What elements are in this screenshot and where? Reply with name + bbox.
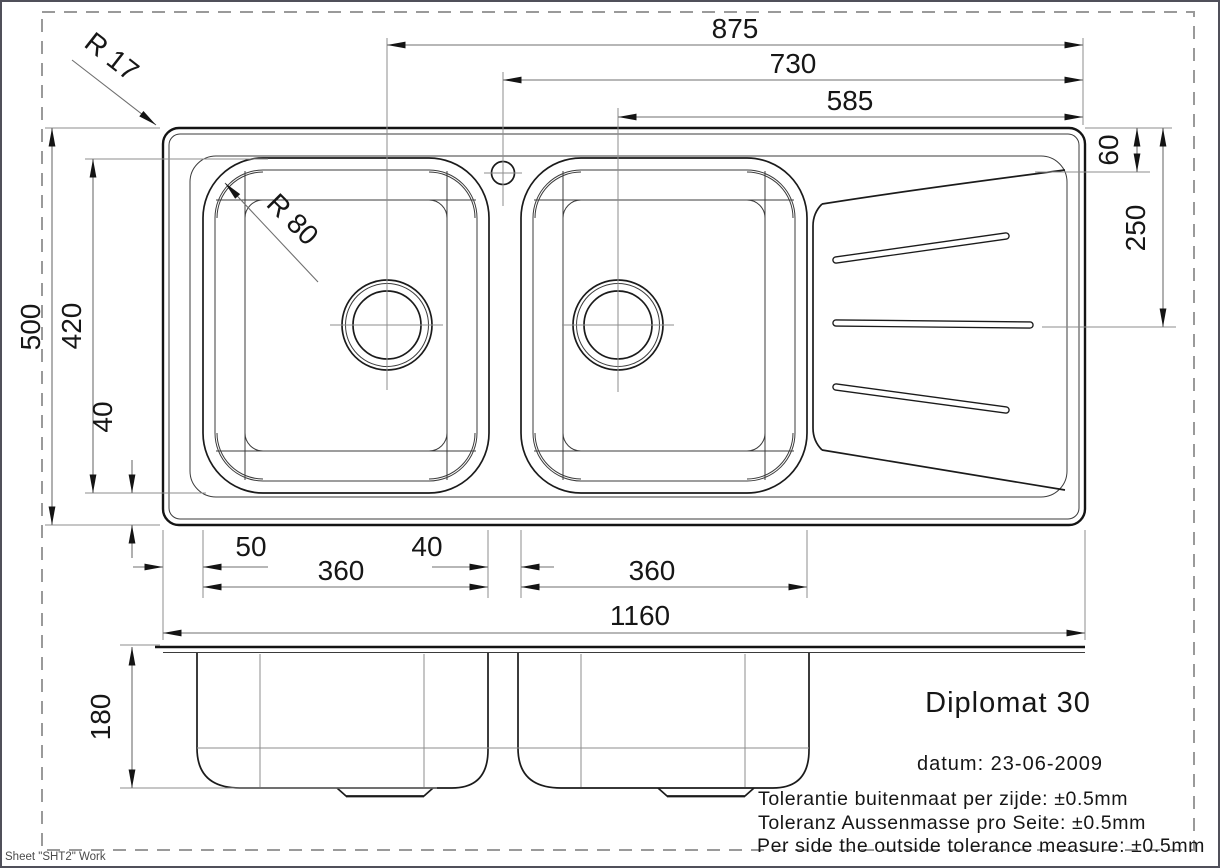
- dim-360-right: 360: [628, 555, 676, 586]
- title-block: [757, 687, 1205, 857]
- elevation-projection-lines: [197, 654, 809, 787]
- bowl-profile-right: [518, 653, 809, 797]
- dim-585: 585: [826, 85, 874, 116]
- dim-180: 180: [85, 693, 116, 741]
- date-label: datum: 23-06-2009: [916, 753, 1104, 775]
- bowl-profile-left: [197, 653, 488, 797]
- model-name: Diplomat 30: [925, 687, 1091, 719]
- dim-730: 730: [769, 48, 817, 79]
- drainboard: [813, 170, 1065, 490]
- drainboard-grooves: [836, 236, 1030, 410]
- tolerance-note-en: Per side the outside tolerance measure: ±0.5mm: [757, 835, 1206, 857]
- dim-1160: 1160: [609, 600, 671, 631]
- dimension-text: [15, 13, 1151, 740]
- dim-r80: R 80: [260, 187, 325, 252]
- tolerance-note-de: Toleranz Aussenmasse pro Seite: ±0.5mm: [758, 812, 1146, 834]
- top-view: [163, 128, 1085, 525]
- tolerance-note-nl: Tolerantie buitenmaat per zijde: ±0.5mm: [758, 788, 1129, 810]
- dim-875: 875: [711, 13, 759, 44]
- dim-60: 60: [1093, 134, 1124, 166]
- dim-50: 50: [235, 531, 267, 562]
- dim-250: 250: [1120, 204, 1151, 252]
- dim-360-left: 360: [317, 555, 365, 586]
- dim-r17: R 17: [78, 26, 145, 87]
- sink-technical-drawing: [2, 2, 1218, 866]
- sheet-label: Sheet "SHT2" Work: [5, 851, 106, 863]
- dim-500: 500: [15, 303, 46, 351]
- dim-40-gap: 40: [411, 531, 443, 562]
- dim-420: 420: [56, 302, 87, 350]
- dim-40-left: 40: [87, 401, 118, 433]
